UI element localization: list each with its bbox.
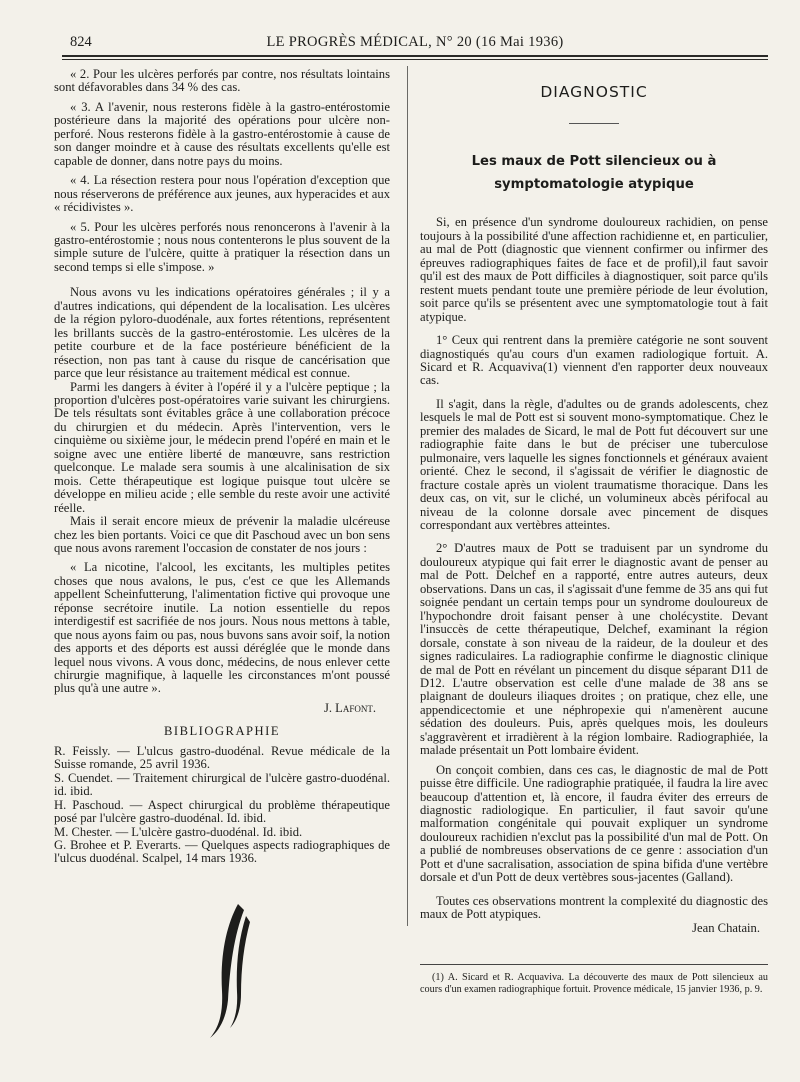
paragraph: « 2. Pour les ulcères perforés par contre, nos résultats lointains sont défavorables dans 34 % des cas.: [54, 67, 390, 95]
paragraph: On conçoit combien, dans ces cas, le diagnostic de mal de Pott puisse être difficile. Une radiographie pratiquée, il faudra la lire avec beaucoup d'attention et, là encore, il faudra éviter des erreurs de diagnostic radiologique. En particulier, il faut savoir qu'une malformation congénitale qui pouvait expliquer un syndrome douloureux rachidien n'exclut pas la possibilité d'un mal de Pott. On a publié de nombreuses observations de ce genre : association d'un Pott et d'une sacralisation, association de spina bifida d'une vertèbre dorsale et d'un Pott de deux vertèbres sous-jacentes (Galland).: [420, 762, 768, 885]
column-divider: [407, 66, 408, 926]
paragraph: « 4. La résection restera pour nous l'opération d'exception que nous réserverons de préférence aux jeunes, aux hyperacides et aux « récidivistes ».: [54, 173, 390, 215]
header-rule: [62, 55, 768, 57]
page-header: [62, 32, 768, 56]
paragraph: 1° Ceux qui rentrent dans la première catégorie ne sont souvent diagnostiqués qu'au cours d'un examen radiologique fortuit. A. Sicard et R. Acquaviva(1) viennent d'en rapporter deux nouveaux cas.: [420, 333, 768, 388]
bibliography-entry: G. Brohee et P. Everarts. — Quelques aspects radiographiques de l'ulcus duodénal. Scalpel, 14 mars 1936.: [54, 838, 390, 866]
tailpiece-ornament-icon: [200, 896, 260, 1046]
author: Jean Chatain.: [692, 920, 760, 935]
bibliography-entry: R. Feissly. — L'ulcus gastro-duodénal. Revue médicale de la Suisse romande, 25 avril 1936.: [54, 743, 390, 772]
page-number: 824: [70, 34, 92, 50]
left-column: [54, 68, 390, 866]
paragraph: Nous avons vu les indications opératoires générales ; il y a d'autres indications, qui dépendent de la localisation. Les ulcères de la région pyloro-duodénale, aux fortes rétentions, représentent les brillants succès de la gastro-entérostomie. Les ulcères de la petite courbure et de la face postérieure bénéficient de la résection, non pas tant à cause du risque de cancérisation que parce que leur résistance au traitement médical est connue.: [54, 285, 390, 381]
paragraph: « 5. Pour les ulcères perforés nous renoncerons à l'avenir à la gastro-entérostomie ; nous nous contenterons le plus souvent de la simple suture de l'ulcère, quitte à pratiquer la résection dans un second temps si elle s'impose. »: [54, 219, 390, 274]
title-rule: [569, 123, 619, 124]
quotation-paragraph: « La nicotine, l'alcool, les excitants, les multiples petites choses que nous avalons, le pus, c'est ce que les Allemands appellent Scheinfutterung, l'alimentation fictive qui provoque une réponse secrétoire inutile. La notion essentielle du repos interdigestif est sacrifiée de nos jours. Nous nous mettons à table, que nous ayons faim ou pas, nous buvons sans avoir soif, la notion des apports et des déports est aussi déréglée que le monde dans lequel nous vivons. A vous donc, médecins, de nous enlever cette chirurgie magnifique, à laquelle les circonstances m'ont poussé plus qu'à une autre ».: [54, 560, 390, 696]
paragraph: « 3. A l'avenir, nous resterons fidèle à la gastro-entérostomie postérieure dans la majorité des opérations pour ulcère non-perforé. Nous resterons fidèle à la gastro-entérostomie à cause de son danger moindre et à cause des résultats excellents qu'elle est capable de donner, dans notre pays du moins.: [54, 99, 390, 168]
footnote-rule: [420, 964, 768, 965]
footnote-text: (1) A. Sicard et R. Acquaviva. La découverte des maux de Pott silencieux au cours d'un examen radiographique fortuit. Provence médicale, 15 janvier 1936, p. 9.: [420, 972, 768, 995]
signature: J. Lafont.: [323, 700, 376, 715]
bibliography-title: BIBLIOGRAPHIE: [163, 724, 281, 739]
bibliography-entry: H. Paschoud. — Aspect chirurgical du problème thérapeutique posé par l'ulcère gastro-duodénal. Id. ibid.: [54, 797, 390, 826]
article-title: Les maux de Pott silencieux ou à symptomatologie atypique: [471, 154, 717, 193]
paragraph: Mais il serait encore mieux de prévenir la maladie ulcéreuse chez les bien portants. Voici ce que dit Paschoud avec un bon sens que nous avons rarement l'occasion de constater de nos jours :: [54, 514, 390, 555]
footnote: [420, 972, 768, 995]
paragraph: Toutes ces observations montrent la complexité du diagnostic des maux de Pott atypiques.: [420, 893, 768, 922]
section-title: DIAGNOSTIC: [540, 83, 648, 101]
paragraph: Il s'agit, dans la règle, d'adultes ou de grands adolescents, chez lesquels le mal de Pott est si souvent mono-symptomatique. Chez le premier des malades de Sicard, le mal de Pott fut découvert sur une radiographie faite dans le but de préciser une tuberculose pulmonaire, vers laquelle les signes fonctionnels et généraux avaient orienté. Chez le second, il s'agissait de vérifier le diagnostic de fracture costale après un violent traumatisme thoracique. Dans les deux cas, on vit, sur le cliché, un volumineux abcès périfocal au niveau de la colonne dorsale avec pincement de disques correspondant aux vertèbres atteintes.: [420, 396, 768, 532]
bibliography-entry: M. Chester. — L'ulcère gastro-duodénal. Id. ibid.: [54, 824, 303, 839]
paragraph: 2° D'autres maux de Pott se traduisent par un syndrome du douloureux atypique qui fait errer le diagnostic avant de penser au mal de Pott. Delchef en a rapporté, entre autres auteurs, deux observations. Dans un cas, il s'agissait d'une femme de 35 ans qui fut soignée pendant un certain temps pour un syndrome douloureux de l'hypochondre droit faisant penser à une cholécystite. Devant l'insuccès de cette thérapeutique, Delchef, examinant la région dorsale, constate à son niveau de la raideur, de la douleur et des signes radiculaires. La radiographie confirme le diagnostic clinique de mal de Pott en révélant un pincement du disque séparant D11 de D12. L'autre observation est celle d'une malade de 38 ans se plaignant de douleurs iliaques droites ; on pratique, chez elle, une appendicectomie et une néphropexie qui n'amenèrent aucune sédation des douleurs. Puis, après quelques mois, les douleurs s'aggravèrent et irradièrent à la région lombaire. Radiographiée, la malade présentait un Pott lombaire évident.: [420, 541, 768, 758]
right-column: [420, 83, 768, 935]
paragraph: Parmi les dangers à éviter à l'opéré il y a l'ulcère peptique ; la proportion d'ulcères post-opératoires varie suivant les chirurgiens. De tels résultats sont évitables grâce à une collaboration précoce du chirurgien et du médecin. Après l'intervention, vers le cinquième ou sixième jour, le médecin prend l'opéré en main et le soigne avec une entière liberté de manœuvre, sans restriction quelconque. Le malade sera soumis à une alcalinisation de six mois. Cette thérapeutique est logique puisque tout ulcère se développe en milieu acide ; elle semble du reste avoir une activité réelle.: [54, 379, 390, 515]
paragraph: Si, en présence d'un syndrome douloureux rachidien, on pense toujours à la possibilité d'une affection rachidienne et, en particulier, au mal de Pott (diagnostic que viennent confirmer ou infirmer des épreuves radiographiques faites de face et de profil),il faut savoir qu'il est des maux de Pott difficiles à diagnostiquer, soit parce qu'ils restent muets pendant toute une première période de leur évolution, soit parce qu'ils se présentent avec une symptomatologie tout à fait atypique.: [420, 215, 768, 324]
header-rule-thin: [62, 59, 768, 60]
running-title: LE PROGRÈS MÉDICAL, N° 20 (16 Mai 1936): [266, 34, 564, 50]
bibliography-entry: S. Cuendet. — Traitement chirurgical de l'ulcère gastro-duodénal. id. ibid.: [54, 770, 390, 799]
